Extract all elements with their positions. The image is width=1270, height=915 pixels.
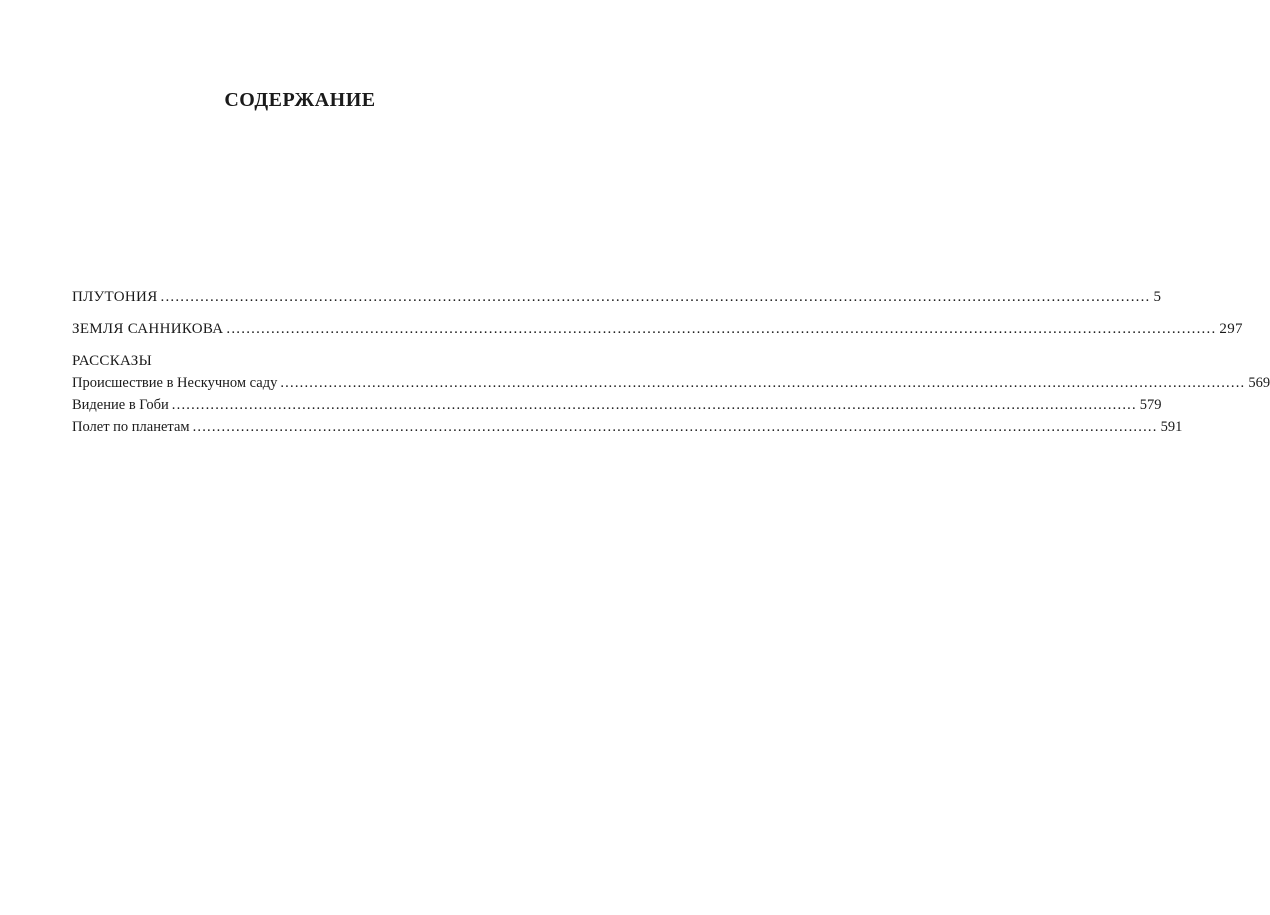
toc-entry-plutonia xyxy=(72,286,1162,308)
toc-entry-title: Происшествие в Нескучном саду xyxy=(72,375,278,391)
toc-entry-story xyxy=(72,394,1162,416)
table-of-contents xyxy=(72,286,1270,438)
toc-entry-title: Полет по планетам xyxy=(72,419,190,435)
dot-leader: ........................................................................................................................................................................................................ xyxy=(171,397,1137,413)
dot-leader: ........................................................................................................................................................................................................ xyxy=(280,375,1246,391)
toc-entry-title: ЗЕМЛЯ САННИКОВА xyxy=(72,321,224,337)
toc-entry-page: 569 xyxy=(1248,375,1270,391)
toc-entry-title: ПЛУТОНИЯ xyxy=(72,289,158,305)
toc-entry-zemlya-sannikova xyxy=(72,318,1243,340)
dot-leader: ........................................................................................................................................................................................................ xyxy=(192,419,1158,435)
toc-entry-page: 579 xyxy=(1139,397,1162,413)
dot-leader: ........................................................................................................................................................................................................ xyxy=(226,321,1217,337)
toc-entry-title: Видение в Гоби xyxy=(72,397,169,413)
toc-entry-page: 5 xyxy=(1153,289,1162,305)
toc-entry-story xyxy=(72,416,1183,438)
page-title: СОДЕРЖАНИЕ xyxy=(224,89,376,111)
section-heading: РАССКАЗЫ xyxy=(72,353,152,369)
toc-entry-story xyxy=(72,372,1270,394)
dot-leader: ........................................................................................................................................................................................................ xyxy=(160,289,1151,305)
toc-entry-page: 591 xyxy=(1160,419,1183,435)
toc-entry-page: 297 xyxy=(1219,321,1243,337)
